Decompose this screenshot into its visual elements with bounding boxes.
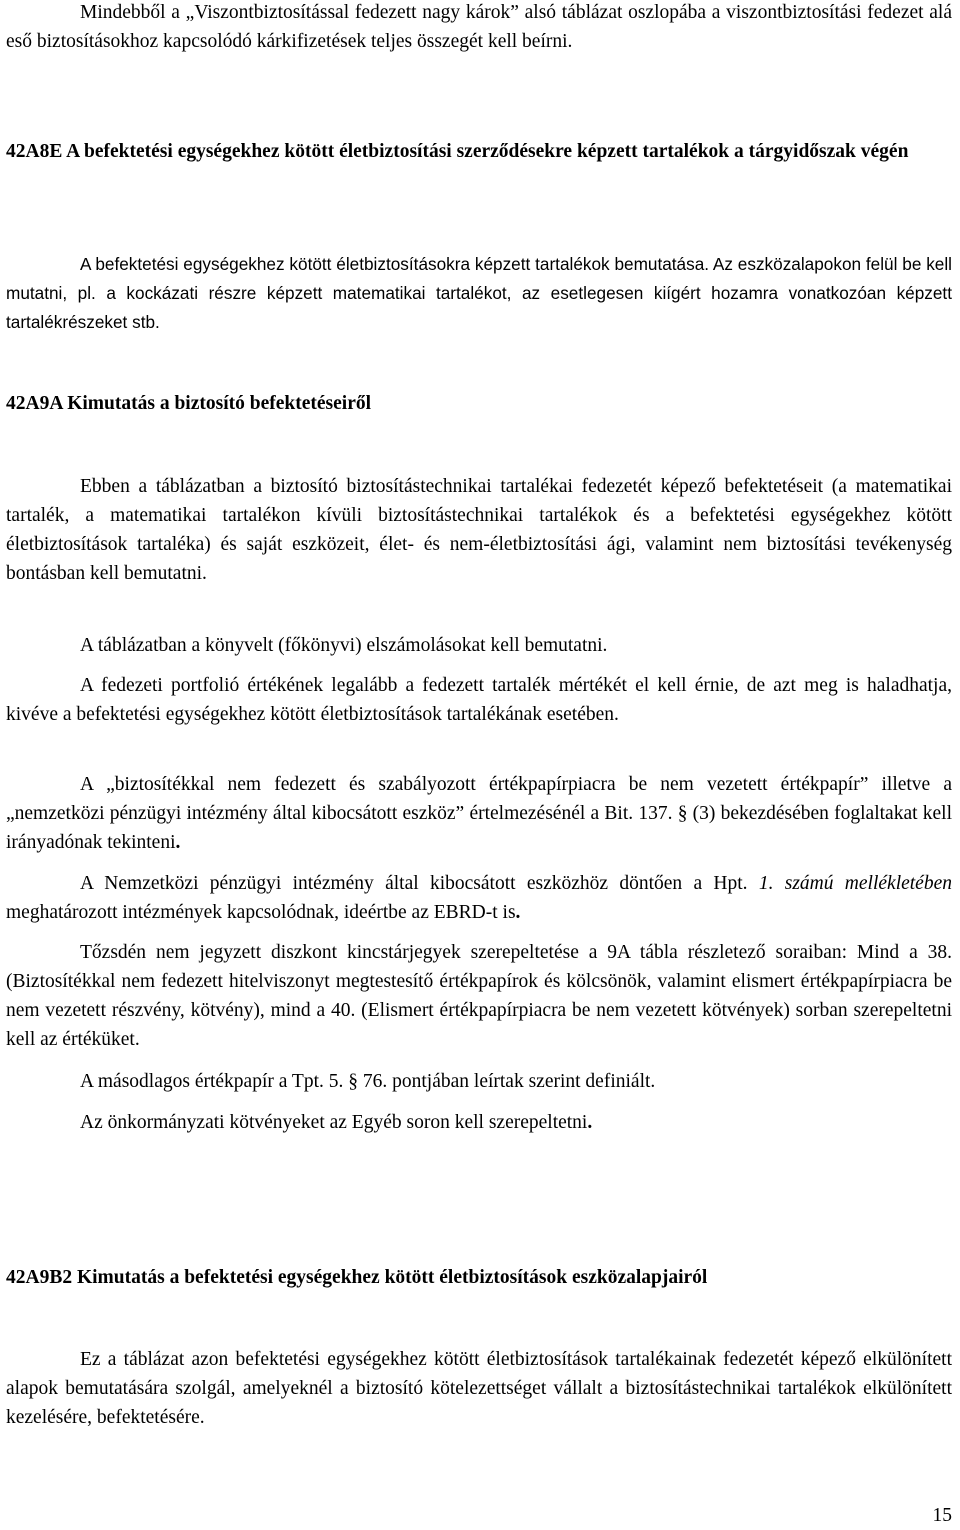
section-heading-42a9a: 42A9A Kimutatás a biztosító befektetéseiről	[6, 393, 372, 414]
section-heading-42a8e: 42A8E A befektetési egységekhez kötött életbiztosítási szerződésekre képzett tartalékok a tárgyidőszak végén	[6, 141, 909, 162]
paragraph-municipal-bonds	[6, 1108, 952, 1137]
paragraph-international-institution	[6, 869, 952, 927]
text-segment: (3) bekezdésében foglaltakat kell irányadónak tekinteni	[6, 803, 952, 853]
paragraph-separate-funds: Ez a táblázat azon befektetési egységekhez kötött életbiztosítások tartalékainak fedezetét képező elkülönített alapok bemutatására szolgál, amelyeknél a biztosító kötelezettséget vállalt a biztosítástechnikai tartalékok elkülönített kezelésére, befektetésére.	[6, 1349, 952, 1428]
bold-period: .	[515, 902, 521, 923]
paragraph-treasury-bills: Tőzsdén nem jegyzett diszkont kincstárjegyek szerepeltetése a 9A tábla részletező soraiban: Mind a 38. (Biztosítékkal nem fedezett hitelviszonyt megtestesítő értékpapírok és kölcsönök, valamint elismert értékpapírpiacra be nem vezetett részvény, kötvény), mind a 40. (Elismert értékpapírpiacra be nem vezetett kötvények) sorban szerepeltetni kell az értéküket.	[6, 942, 952, 1050]
paragraph-reinsurance-claims: Mindebből a „Viszontbiztosítással fedezett nagy károk” alsó táblázat oszlopába a viszontbiztosítási fedezet alá eső biztosításokhoz kapcsolódó kárkifizetések teljes összegét kell beírni.	[6, 2, 952, 52]
section-sign: §	[677, 803, 688, 824]
paragraph-secondary-security	[6, 1067, 952, 1096]
paragraph-unsecured-securities	[6, 770, 952, 857]
text-segment: Az önkormányzati kötvényeket az Egyéb soron kell szerepeltetni	[80, 1112, 588, 1133]
bold-period: .	[175, 832, 181, 853]
page-number: 15	[932, 1505, 952, 1526]
paragraph-investments-table: Ebben a táblázatban a biztosító biztosítástechnikai tartalékai fedezetét képező befektetéseit (a matematikai tartalék, a matematikai tartalékon kívüli biztosítástechnikai tartalékok és a befektetési egységekhez kötött életbiztosítások tartaléka) és saját eszközeit, élet- és nem-életbiztosítási ági, valamint nem biztosítási tevékenység bontásban kell bemutatni.	[6, 476, 952, 584]
section-sign: §	[348, 1071, 358, 1092]
paragraph-booked-entries: A táblázatban a könyvelt (főkönyvi) elszámolásokat kell bemutatni.	[80, 635, 608, 656]
bold-period: .	[587, 1112, 593, 1133]
text-segment: A Nemzetközi pénzügyi intézmény által kibocsátott eszközhöz döntően a Hpt.	[80, 873, 759, 894]
italic-reference: 1. számú mellékletében	[758, 873, 952, 894]
text-segment: A „biztosítékkal nem fedezett és szabályozott értékpapírpiacra be nem vezetett értékpapír” illetve a „nemzetközi pénzügyi intézmény által kibocsátott eszköz” értelmezésénél a Bit. 137.	[6, 774, 952, 824]
paragraph-coverage-portfolio: A fedezeti portfolió értékének legalább a fedezett tartalék mértékét el kell érnie, de azt meg is haladhatja, kivéve a befektetési egységekhez kötött életbiztosítások tartalékának esetében.	[6, 675, 952, 725]
text-segment: meghatározott intézmények kapcsolódnak, ideértbe az EBRD-t is	[6, 902, 516, 923]
paragraph-unit-linked-reserves: A befektetési egységekhez kötött életbiztosításokra képzett tartalékok bemutatása. Az eszközalapokon felül be kell mutatni, pl. a kockázati részre képzett matematikai tartalékot, az esetlegesen kiígért hozamra vonatkozóan képzett tartalékrészeket stb.	[6, 254, 952, 332]
text-segment: A másodlagos értékpapír a Tpt. 5.	[80, 1071, 349, 1092]
text-segment: 76. pontjában leírtak szerint definiált.	[358, 1071, 656, 1092]
section-heading-42a9b2: 42A9B2 Kimutatás a befektetési egységekhez kötött életbiztosítások eszközalapjairól	[6, 1267, 708, 1288]
